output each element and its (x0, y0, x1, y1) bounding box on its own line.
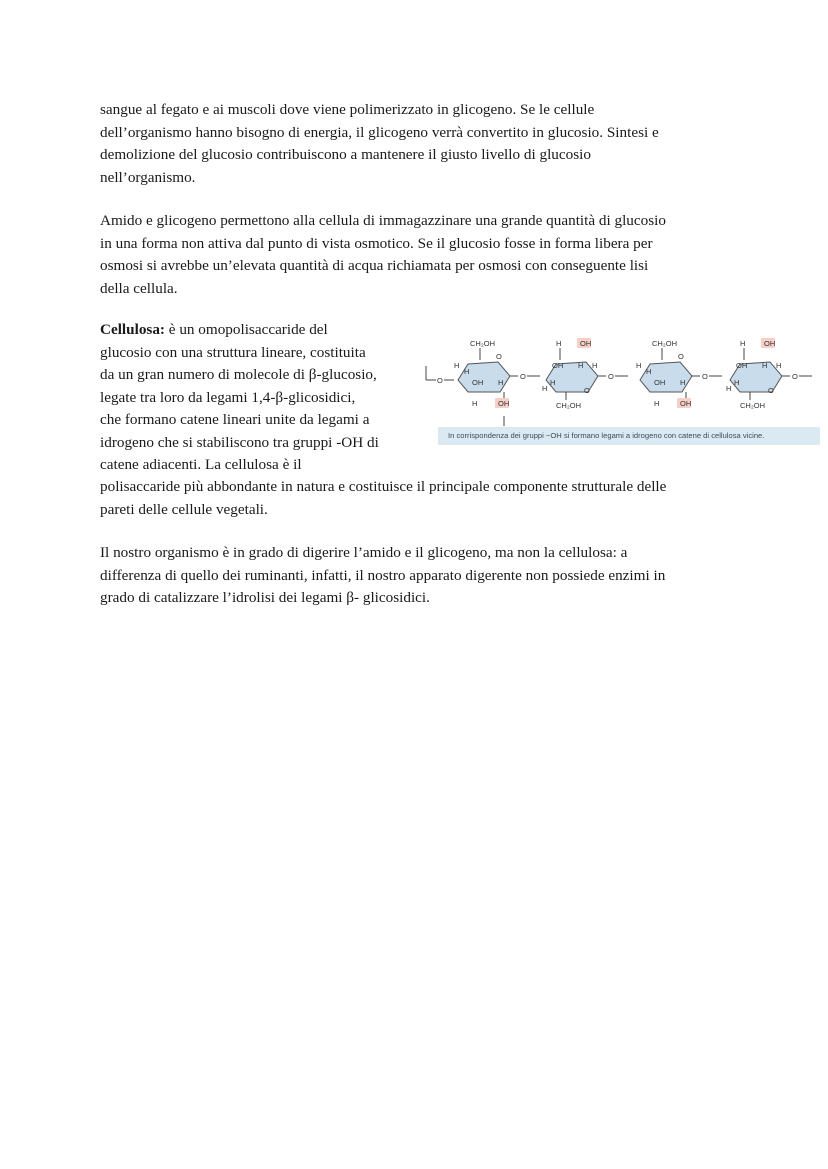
ring-oxygen-label: O (496, 352, 502, 361)
h-label: H (464, 367, 470, 376)
h-label: H (578, 361, 584, 370)
h-label: H (454, 361, 460, 370)
h-label: H (740, 339, 746, 348)
text-line: legate tra loro da legami 1,4-β-glicosidici, (100, 388, 356, 406)
oh-label: OH (680, 399, 692, 408)
oh-label: OH (498, 399, 510, 408)
oh-label: OH (472, 378, 484, 387)
oh-label: OH (736, 361, 748, 370)
h-label: H (556, 339, 562, 348)
h-label: H (636, 361, 642, 370)
oh-label: OH (552, 361, 564, 370)
ring-oxygen-label: O (768, 386, 774, 395)
oh-label: OH (764, 339, 776, 348)
paragraph-digestion (100, 542, 730, 610)
h-label: H (646, 367, 652, 376)
ring-oxygen-label: O (678, 352, 684, 361)
ch2oh-label: CH₂OH (556, 401, 581, 410)
text-line: differenza di quello dei ruminanti, infatti, il nostro apparato digerente non possiede enzimi in (100, 566, 666, 584)
oh-label: OH (580, 339, 592, 348)
cellulose-chain-diagram (418, 334, 828, 426)
text-line: Amido e glicogeno permettono alla cellula di immagazzinare una grande quantità di glucosio (100, 212, 666, 229)
text-line: demolizione del glucosio contribuiscono a mantenere il giusto livello di glucosio (100, 146, 591, 163)
ring-oxygen-label: O (584, 386, 590, 395)
text-line: Il nostro organismo è in grado di digerire l’amido e il glicogeno, ma non la cellulosa: a (100, 544, 628, 561)
h-label: H (592, 361, 598, 370)
text-fragment: è un omopolisaccaride del (164, 321, 328, 338)
glycosidic-oxygen-label: O (608, 372, 614, 381)
h-label: H (776, 361, 782, 370)
text-line: polisaccaride più abbondante in natura e costituisce il principale componente strutturale delle (100, 478, 667, 495)
ch2oh-label: CH₂OH (740, 401, 765, 410)
text-line: grado di catalizzare l’idrolisi dei legami β- glicosidici. (100, 589, 430, 606)
text-line: idrogeno che si stabiliscono tra gruppi -OH di (100, 433, 379, 451)
paragraph-cellulose (100, 319, 418, 477)
ch2oh-label: CH₂OH (652, 339, 677, 348)
h-label: H (762, 361, 768, 370)
text-line: pareti delle cellule vegetali. (100, 500, 268, 518)
h-label: H (654, 399, 660, 408)
h-label: H (550, 378, 556, 387)
text-line: sangue al fegato e ai muscoli dove viene polimerizzato in glicogeno. Se le cellule (100, 101, 595, 118)
text-line: nell’organismo. (100, 168, 196, 186)
h-label: H (472, 399, 478, 408)
text-line: in una forma non attiva dal punto di vista osmotico. Se il glucosio fosse in forma libera per (100, 234, 653, 252)
term-cellulosa: Cellulosa: (100, 321, 165, 338)
text-line: osmosi si avrebbe un’elevata quantità di acqua richiamata per osmosi con conseguente lisi (100, 257, 649, 274)
text-line: della cellula. (100, 279, 178, 297)
ch2oh-label: CH₂OH (470, 339, 495, 348)
figure-caption: In corrispondenza dei gruppi −OH si formano legami a idrogeno con catene di cellulosa vicine. (438, 427, 820, 445)
text-line: catene adiacenti. La cellulosa è il (100, 456, 302, 473)
h-label: H (726, 384, 732, 393)
text-line (100, 319, 418, 342)
oh-label: OH (654, 378, 666, 387)
text-line: da un gran numero di molecole di β-glucosio, (100, 366, 377, 383)
text-line: che formano catene lineari unite da legami a (100, 411, 370, 428)
glycosidic-oxygen-label: O (520, 372, 526, 381)
cellulose-structure-figure (418, 334, 828, 450)
text-line: glucosio con una struttura lineare, costituita (100, 343, 366, 361)
paragraph-cellulose-continued (100, 476, 740, 521)
h-label: H (680, 378, 686, 387)
h-label: H (498, 378, 504, 387)
paragraph-glycogen (100, 99, 730, 189)
oxygen-label: O (437, 376, 443, 385)
text-line: dell’organismo hanno bisogno di energia, il glicogeno verrà convertito in glucosio. Sintesi e (100, 123, 659, 141)
h-label: H (542, 384, 548, 393)
paragraph-starch-glycogen (100, 210, 730, 300)
glycosidic-oxygen-label: O (792, 372, 798, 381)
glycosidic-oxygen-label: O (702, 372, 708, 381)
h-label: H (734, 378, 740, 387)
